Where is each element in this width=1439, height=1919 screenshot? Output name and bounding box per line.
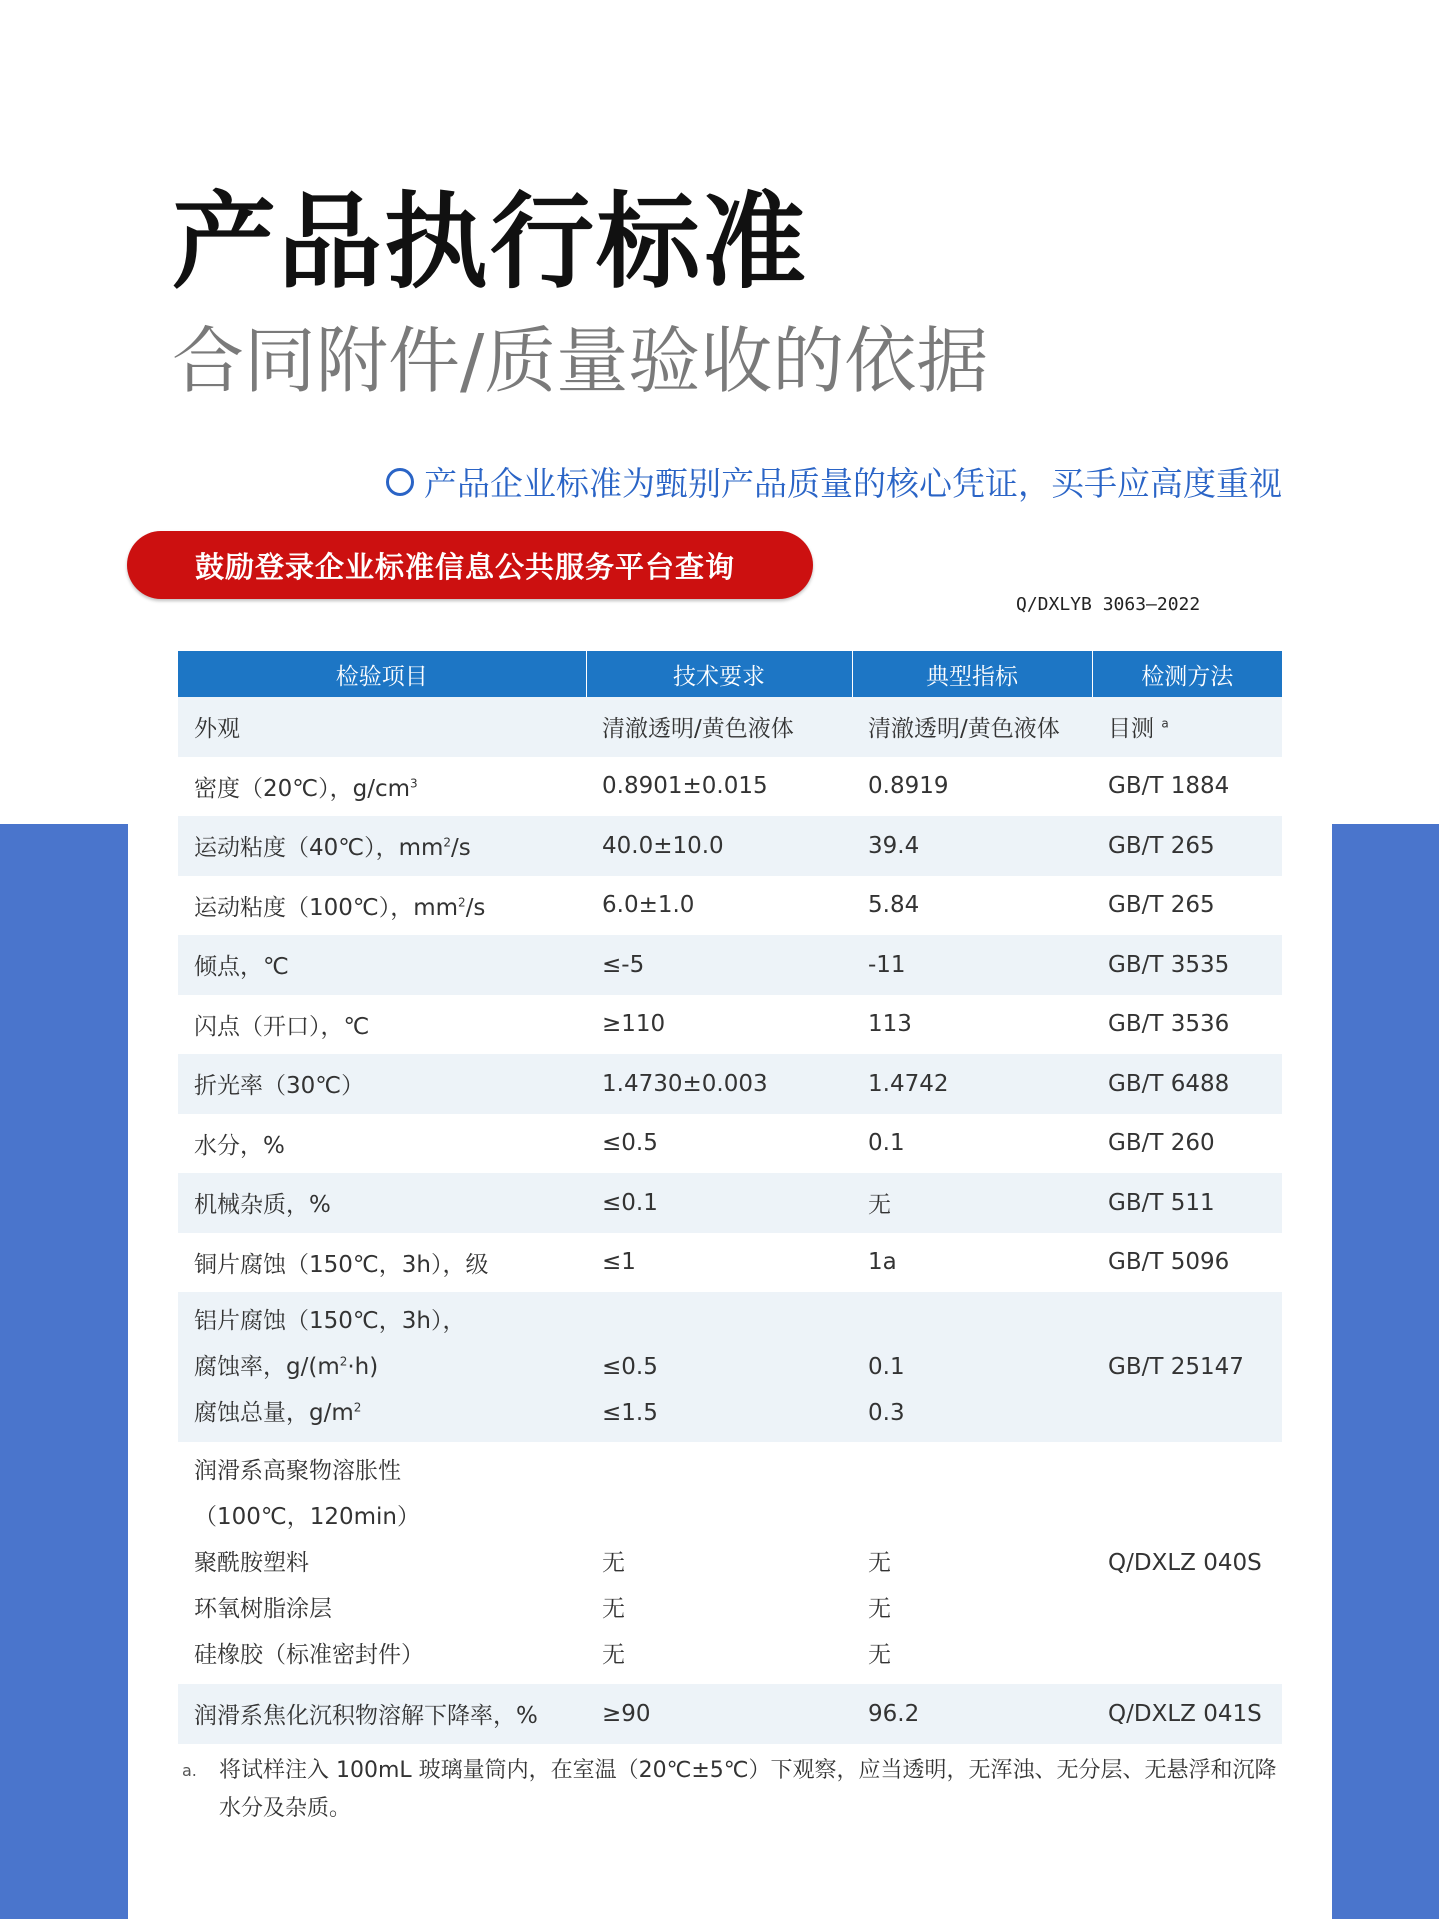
header-typical: 典型指标 <box>852 651 1092 697</box>
cell-method: Q/DXLZ 040S <box>1108 1550 1262 1576</box>
cell-item: 外观 <box>178 697 586 757</box>
cell-requirement: ≤1 <box>602 1249 636 1276</box>
cell-typical: 无 <box>852 1173 1092 1233</box>
decorative-band-right <box>1332 824 1439 1919</box>
cell-method: GB/T 511 <box>1092 1173 1282 1233</box>
circle-icon <box>386 468 414 496</box>
notice-text: 产品企业标准为甄别产品质量的核心凭证，买手应高度重视 <box>424 464 1282 503</box>
cell-item: 水分，% <box>194 1132 285 1159</box>
cell-item: 折光率（30℃） <box>178 1054 586 1114</box>
page-title: 产品执行标准 <box>172 181 809 303</box>
cell-requirement: ≤0.5 <box>602 1130 658 1157</box>
cell-typical: 0.1 <box>868 1130 905 1157</box>
cell-method: GB/T 265 <box>1108 892 1215 919</box>
cell-item: 润滑系高聚物溶胀性 （100℃，120min） 聚酰胺塑料 环氧树脂涂层 硅橡胶（标准密封件） <box>194 1458 424 1668</box>
table-row <box>178 1054 1282 1114</box>
cell-item: 闪点（开口），℃ <box>194 1013 370 1040</box>
cell-item: 密度（20℃），$g/cm^3$ <box>194 775 418 802</box>
cell-requirement: 1.4730±0.003 <box>586 1054 852 1114</box>
cell-requirement: 清澈透明/黄色液体 <box>586 697 852 757</box>
table-header-row <box>178 651 1282 697</box>
cell-method: Q/DXLZ 041S <box>1092 1684 1282 1744</box>
cell-requirement: ≤0.1 <box>586 1173 852 1233</box>
page-subtitle: 合同附件/质量验收的依据 <box>172 319 989 403</box>
cell-typical: 清澈透明/黄色液体 <box>852 697 1092 757</box>
cell-typical: 0.8919 <box>868 773 949 800</box>
cell-method: GB/T 3535 <box>1092 935 1282 995</box>
cell-item: 运动粘度（40℃），$mm^2/s$ <box>178 816 586 876</box>
footnote-ref: a <box>1161 716 1169 731</box>
standard-code: Q/DXLYB 3063—2022 <box>1016 594 1201 615</box>
cell-method: GB/T 1884 <box>1108 773 1230 800</box>
cell-requirement: 40.0±10.0 <box>586 816 852 876</box>
cell-method: GB/T 260 <box>1108 1130 1215 1157</box>
cell-typical: 无 无 无 <box>868 1550 891 1668</box>
cell-typical: 5.84 <box>868 892 920 919</box>
cell-method: GB/T 6488 <box>1092 1054 1282 1114</box>
header-method: 检测方法 <box>1092 651 1282 697</box>
footnote-text: 将试样注入 100mL 玻璃量筒内，在室温（20℃±5℃）下观察，应当透明，无浑浊、无分层、无悬浮和沉降水分及杂质。 <box>219 1758 1277 1821</box>
footnote <box>182 1752 1282 1828</box>
query-banner <box>127 531 813 599</box>
cell-method: GB/T 3536 <box>1108 1011 1230 1038</box>
decorative-band-left <box>0 824 128 1919</box>
table-row-coking <box>178 1684 1282 1744</box>
cell-method: 目测 $^a$ <box>1092 697 1282 757</box>
cell-item: 机械杂质，% <box>178 1173 586 1233</box>
footnote-mark: a. <box>182 1761 197 1780</box>
cell-item: 铝片腐蚀（150℃，3h）， 腐蚀率，$g/(m^2\cdot h)$ 腐蚀总量，$g/m^2$ <box>178 1292 586 1442</box>
query-banner-text: 鼓励登录企业标准信息公共服务平台查询 <box>195 549 736 584</box>
cell-item: 润滑系焦化沉积物溶解下降率，% <box>178 1684 586 1744</box>
cell-item: 倾点，℃ <box>178 935 586 995</box>
table-row <box>178 816 1282 876</box>
spec-table <box>178 651 1282 1744</box>
cell-typical: 1a <box>868 1249 897 1276</box>
notice-line <box>386 458 1282 505</box>
table-row <box>178 1114 1282 1174</box>
table-row-polymer-swelling <box>178 1442 1282 1684</box>
header-item: 检验项目 <box>178 651 586 697</box>
header-requirement: 技术要求 <box>586 651 852 697</box>
cell-typical: 39.4 <box>852 816 1092 876</box>
cell-typical: 96.2 <box>852 1684 1092 1744</box>
table-row <box>178 935 1282 995</box>
cell-item: 铜片腐蚀（150℃，3h），级 <box>194 1251 489 1278</box>
cell-requirement: ≤0.5 ≤1.5 <box>586 1292 852 1442</box>
table-row <box>178 1173 1282 1233</box>
cell-requirement: ≤-5 <box>586 935 852 995</box>
cell-method: GB/T 25147 <box>1092 1292 1282 1442</box>
cell-requirement: ≥90 <box>586 1684 852 1744</box>
table-row <box>178 1233 1282 1293</box>
table-row <box>178 995 1282 1055</box>
table-row <box>178 876 1282 936</box>
cell-method: GB/T 5096 <box>1108 1249 1230 1276</box>
cell-item: 运动粘度（100℃），$mm^2/s$ <box>194 894 486 921</box>
cell-requirement: 6.0±1.0 <box>602 892 695 919</box>
cell-requirement: ≥110 <box>602 1011 666 1038</box>
table-row-aluminum-corrosion <box>178 1292 1282 1442</box>
cell-typical: 0.1 0.3 <box>852 1292 1092 1442</box>
cell-method: GB/T 265 <box>1092 816 1282 876</box>
cell-typical: -11 <box>852 935 1092 995</box>
table-row <box>178 697 1282 757</box>
cell-typical: 113 <box>868 1011 912 1038</box>
table-row <box>178 757 1282 817</box>
cell-requirement: 无 无 无 <box>602 1550 625 1668</box>
cell-typical: 1.4742 <box>852 1054 1092 1114</box>
cell-requirement: 0.8901±0.015 <box>602 773 768 800</box>
